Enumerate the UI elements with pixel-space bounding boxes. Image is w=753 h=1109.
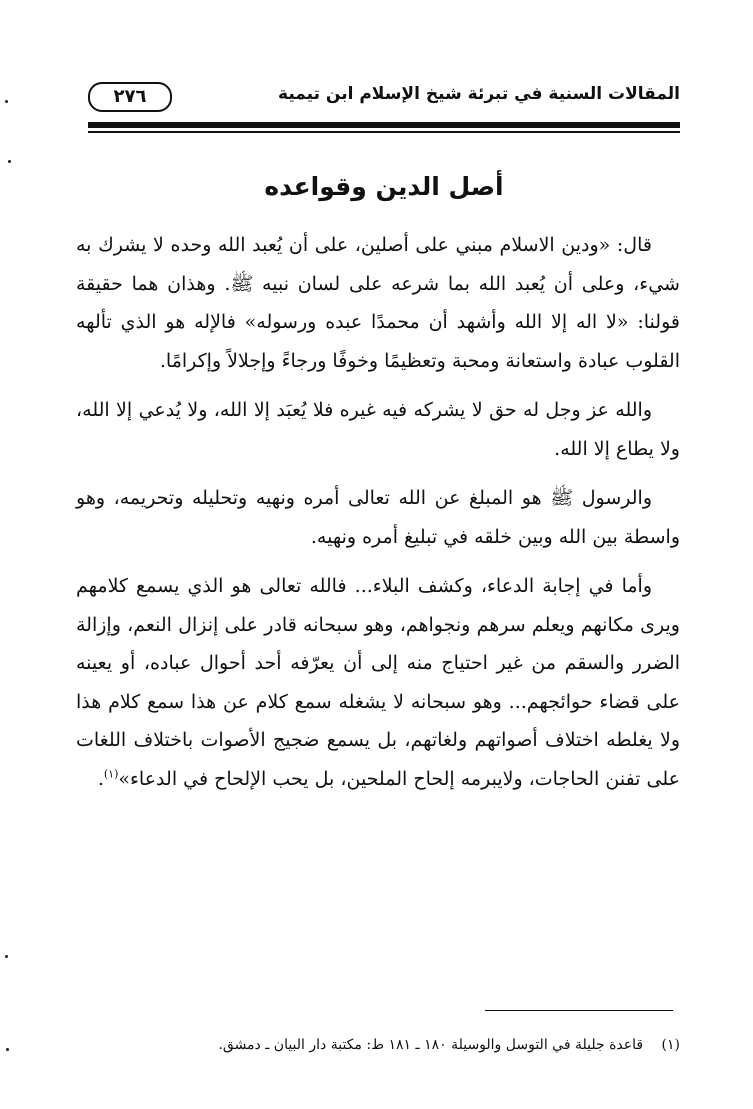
- paragraph: [76, 226, 680, 380]
- scan-speck: [6, 1048, 9, 1051]
- scan-speck: [8, 160, 11, 163]
- text-line: يعرّفه أحد أحوال عباده، أو يعينه على قضاء حوائجهم... وهو: [76, 652, 680, 713]
- text-line: والله عز وجل له حق لا يشركه فيه غيره فلا يُعبَد إلا الله، ولا يُدعي: [138, 399, 652, 421]
- text-line: الدعاء»: [118, 767, 178, 790]
- text-line: وهذان هما حقيقة قولنا: «لا اله إلا الله وأشهد أن محمدًا عبده: [76, 272, 680, 333]
- scan-speck: [5, 100, 8, 103]
- header-rule-thick: [88, 122, 680, 128]
- trailing-period: .: [97, 767, 104, 790]
- text-line: يسمع كلامهم ويرى مكانهم ويعلم سرهم ونجواهم، وهو سبحانه قادر: [76, 575, 680, 636]
- paragraph: [76, 567, 680, 798]
- text-line: والرسول ﷺ هو المبلغ عن الله تعالى أمره ونهيه وتحليله: [192, 487, 652, 509]
- text-line: ورسوله» فالإله هو الذي تألهه القلوب عبادة واستعانة ومحبة وتعظيمًا: [76, 311, 680, 372]
- paragraph: [76, 391, 680, 468]
- text-line: تفنن الحاجات، ولايبرمه إلحاح الملحين، بل يحب الإلحاح في: [183, 767, 641, 790]
- text-line: إلا الله، ولا يطاع إلا الله.: [76, 399, 680, 460]
- running-title: المقالات السنية في تبرئة شيخ الإسلام ابن تيمية: [278, 84, 680, 104]
- footnote-number: (١): [661, 1037, 680, 1053]
- text-line: على إنزال النعم، وإزالة الضرر والسقم من غير احتياج منه إلى أن: [76, 613, 680, 674]
- text-line: وخوفًا ورجاءً وإجلالاً وإكرامًا.: [159, 349, 379, 372]
- text-line: أصواتهم ولغاتهم، بل يسمع ضجيج الأصوات باختلاف اللغات على: [76, 729, 680, 790]
- text-line: وتحريمه، وهو واسطة بين الله وبين خلقه في تبليغ أمره ونهيه.: [76, 487, 680, 548]
- footnote-text: قاعدة جليلة في التوسل والوسيلة ١٨٠ ـ ١٨١ ط: مكتبة دار البيان ـ دمشق.: [218, 1037, 644, 1053]
- scan-speck: [5, 955, 8, 958]
- text-line: قال: «ودين الاسلام مبني على أصلين، على أن يُعبد الله وحده: [170, 234, 652, 256]
- page-header: [88, 80, 680, 114]
- text-line: سبحانه لا يشغله سمع كلام عن هذا سمع كلام هذا ولا يغلطه اختلاف: [76, 690, 680, 751]
- body-text: [76, 226, 680, 798]
- footnote-marker: (١): [103, 767, 119, 781]
- page-number: ٢٧٦: [88, 82, 172, 112]
- text-line: وأما في إجابة الدعاء، وكشف البلاء... فالله تعالى هو الذي: [187, 575, 653, 597]
- section-heading: أصل الدين وقواعده: [264, 172, 504, 201]
- paragraph: [76, 479, 680, 556]
- text-line: لا يشرك به شيء، وعلى أن يُعبد الله بما شرعه على لسان نبيه ﷺ.: [76, 234, 680, 295]
- footnote: [88, 1037, 680, 1053]
- footnote-separator: [485, 1010, 673, 1011]
- header-rule-thin: [88, 131, 680, 133]
